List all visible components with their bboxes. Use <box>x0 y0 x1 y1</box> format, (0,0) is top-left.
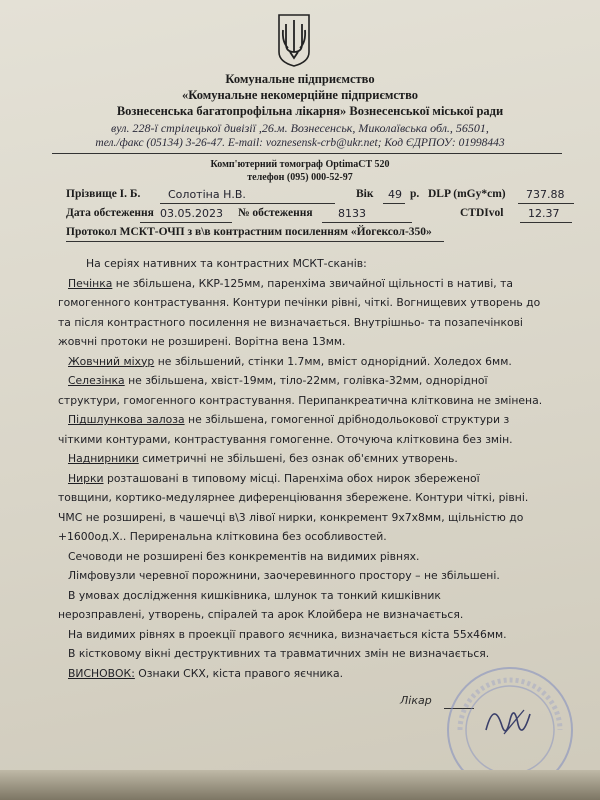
gb-line <box>58 352 583 372</box>
pancreas-term: Підшлункова залоза <box>68 413 185 426</box>
spleen-line-2: структури, гомогенного контрастування. Перипанкреатична клітковина не змінена. <box>58 393 543 407</box>
gb-text: не збільшений, стінки 1.7мм, вміст однорідний. Холедох 6мм. <box>154 354 512 368</box>
dlp-label: DLP (mGy*cm) <box>428 188 506 200</box>
liver-term: Печінка <box>68 276 113 290</box>
age-value: 49 <box>388 188 402 201</box>
kidney-line-4: +1600од.Х.. Периренальна клітковина без особливостей. <box>58 530 387 543</box>
ovary-line: На видимих рівнях в проекції правого яєчника, визначається кіста 55х46мм. <box>68 627 507 641</box>
coat-of-arms-icon <box>276 12 312 68</box>
header-contacts: тел./факс (05134) 3-26-47. E-mail: voznesensk-crb@ukr.net; Код ЄДРПОУ: 01998443 <box>95 137 505 149</box>
protocol-title: Протокол МСКТ-ОЧП з в\в контрастним посиленням «Йогексол-350» <box>66 226 432 238</box>
ureters-line: Сечоводи не розширені без конкрементів на видимих рівнях. <box>68 549 420 563</box>
conclusion-term: ВИСНОВОК: <box>68 666 135 680</box>
ctdi-value: 12.37 <box>528 207 560 220</box>
date-value: 03.05.2023 <box>160 207 223 220</box>
lymph-line: Лімфовузли черевної порожнини, заочеревинного простору – не збільшені. <box>68 569 500 582</box>
ctdi-label: CTDIvol <box>460 207 504 219</box>
kidney-line-3: ЧМС не розширені, в чашечці в\3 лівої нирки, конкремент 9х7х8мм, щільністю до <box>58 510 524 524</box>
header-phone: телефон (095) 000-52-97 <box>247 172 353 183</box>
kidney-line-2: товщини, кортико-медулярнее диференціювання збережене. Контури чіткі, рівні. <box>58 491 529 504</box>
header-divider <box>52 153 562 154</box>
adrenal-term: Наднирники <box>68 452 139 465</box>
age-unit: р. <box>410 188 420 200</box>
bowel-line-1: В умовах дослідження кишківника, шлунок та тонкий кишківник <box>68 588 441 602</box>
adrenal-text: симетричні не збільшені, без ознак об'ємних утворень. <box>138 452 458 465</box>
header-line1: Комунальне підприємство <box>225 72 375 86</box>
number-underline <box>322 222 412 223</box>
dlp-underline <box>518 203 574 204</box>
liver-line-3: та після контрастного посилення не визначається. Внутрішньо- та позапечінкові <box>58 315 523 329</box>
liver-text-1: не збільшена, КKP-125мм, паренхіма звичайної щільності в нативі, та <box>112 276 514 290</box>
header-line3: Вознесенська багатопрофільна лікарня» Вознесенської міської ради <box>116 104 504 118</box>
adrenal-line <box>58 449 583 469</box>
kidney-term: Нирки <box>68 471 104 485</box>
kidney-text-1: розташовані в типовому місці. Паренхіма обох нирок збереженої <box>103 471 480 485</box>
pancreas-line-1 <box>58 410 583 430</box>
bone-line: В кістковому вікні деструктивних та травматичних змін не визначається. <box>68 647 490 660</box>
age-underline <box>383 203 405 204</box>
date-label: Дата обстеження <box>66 207 154 219</box>
header-line2: «Комунальне некомерційне підприємство <box>182 88 418 102</box>
kidney-line-1 <box>58 469 583 489</box>
surname-value: Солотіна Н.В. <box>168 188 246 201</box>
pancreas-line-2: чіткими контурами, контрастування гомогенне. Оточуюча клітковина без змін. <box>58 432 513 446</box>
number-value: 8133 <box>338 207 366 220</box>
pancreas-text-1: не збільшена, гомогенної дрібнодольокової структури з <box>184 413 510 426</box>
protocol-underline <box>66 241 444 242</box>
spleen-term: Селезінка <box>68 374 125 387</box>
report-body <box>58 254 583 683</box>
surname-underline <box>160 203 335 204</box>
doctor-label: Лікар <box>400 694 432 707</box>
ctdi-underline <box>520 222 572 223</box>
number-label: № обстеження <box>238 207 313 219</box>
spleen-text-1: не збільшена, хвіст-19мм, тіло-22мм, голівка-32мм, однорідної <box>124 374 488 387</box>
bowel-line-2: нерозправлені, утворень, спіралей та арок Клойбера не визначається. <box>58 608 464 621</box>
spleen-line-1 <box>58 371 583 391</box>
liver-line-4: жовчні протоки не розширені. Ворітна вена 13мм. <box>58 335 346 348</box>
gb-term: Жовчний міхур <box>68 354 155 368</box>
photo-shadow <box>0 770 600 800</box>
header-ct-model: Комп'ютерний томограф OptimaCT 520 <box>210 159 390 170</box>
surname-label: Прізвище І. Б. <box>66 188 141 200</box>
signature-icon <box>480 690 540 750</box>
age-label: Вік <box>356 188 374 200</box>
liver-line-2: гомогенного контрастування. Контури печінки рівні, чіткі. Вогнищевих утворень до <box>58 296 541 309</box>
date-underline <box>140 222 232 223</box>
header-address: вул. 228-ї стрілецької дивізії ,26.м. Вознесенськ, Миколаївська обл., 56501, <box>111 121 489 135</box>
conclusion-text: Ознаки СКХ, кіста правого яєчника. <box>134 666 344 680</box>
dlp-value: 737.88 <box>526 188 565 201</box>
liver-line-1 <box>58 274 583 294</box>
intro-line: На серіях нативних та контрастних МСКТ-сканів: <box>86 257 367 270</box>
